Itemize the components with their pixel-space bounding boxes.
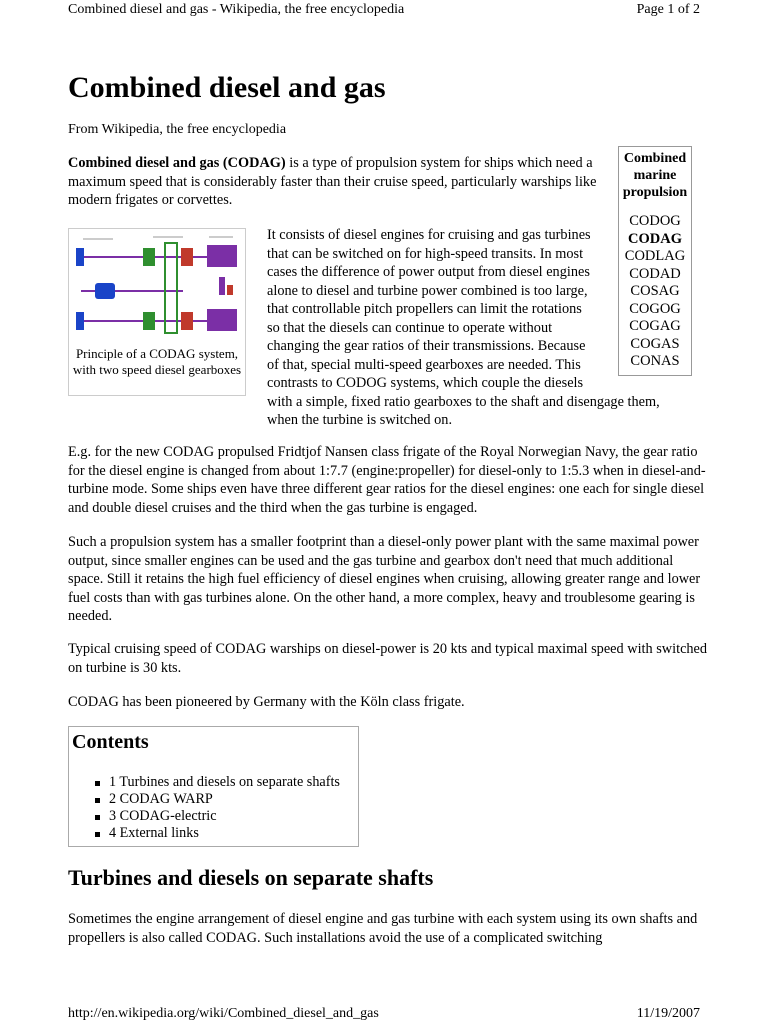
print-footer-url: http://en.wikipedia.org/wiki/Combined_diesel_and_gas (68, 1006, 379, 1021)
navbox-item-codad[interactable]: CODAD (629, 265, 681, 282)
source-note: From Wikipedia, the free encyclopedia (68, 122, 287, 137)
section-heading: Turbines and diesels on separate shafts (68, 865, 434, 890)
paragraph-2-line: that can be switched on for high-speed transits. In most (267, 245, 584, 262)
intro-bold-term: Combined diesel and gas (CODAG) (68, 155, 286, 171)
navbox-item-codag: CODAG (628, 230, 682, 247)
codag-diagram-image (73, 233, 241, 341)
paragraph-2-line: cases the difference of power output from diesel engines (267, 264, 590, 280)
paragraph-2-line: so that the diesels can continue to operate without (267, 319, 553, 336)
print-footer-date: 11/19/2007 (636, 1006, 700, 1021)
paragraph-2-line: changing the gear ratios of their transmissions. Because (267, 338, 586, 354)
paragraph-2-line: contrasts to CODOG systems, which couple the diesels (267, 375, 584, 391)
navbox-item-cosag[interactable]: COSAG (630, 283, 680, 299)
contents-item[interactable]: 2 CODAG WARP (95, 791, 340, 808)
print-header-title: Combined diesel and gas - Wikipedia, the free encyclopedia (68, 2, 405, 17)
intro-paragraph (68, 154, 614, 210)
navbox-item-codlag[interactable]: CODLAG (624, 248, 686, 264)
navbox-item-cogog[interactable]: COGOG (629, 300, 681, 317)
paragraph-3: E.g. for the new CODAG propulsed Fridtjof Nansen class frigate of the Royal Norwegian Navy, the gear ratio for the diesel engine is changed from about 1:7.7 (engine:propeller) for diesel-only to 1:5.3 when in diesel-and-turbine mode. Some ships even have three different gear ratios for the diesel engines: one each for single diesel and double diesel cruises and the third when the gas turbine is engaged. (68, 444, 706, 516)
navbox-item-cogas[interactable]: COGAS (630, 335, 680, 352)
figure-caption: Principle of a CODAG system, with two speed diesel gearboxes (72, 346, 242, 377)
paragraph-5: Typical cruising speed of CODAG warships on diesel-power is 20 kts and typical maximal speed with switched on turbine is 30 kts. (68, 641, 708, 676)
contents-item[interactable]: 1 Turbines and diesels on separate shafts (95, 774, 340, 791)
contents-item[interactable]: 4 External links (95, 825, 340, 842)
print-header-page: Page 1 of 2 (636, 2, 700, 17)
paragraph-2-line: of that, special multi-speed gearboxes are needed. This (267, 356, 581, 373)
page-title: Combined diesel and gas (68, 71, 386, 104)
contents-title: Contents (72, 731, 149, 753)
contents-item[interactable]: 3 CODAG-electric (95, 808, 340, 825)
contents-list (95, 774, 340, 842)
paragraph-2-line: alone to diesel and turbine power combined is too large, (267, 282, 588, 299)
navbox-item-codog[interactable]: CODOG (629, 213, 681, 229)
table-of-contents (68, 726, 359, 847)
intro-text: is a type of propulsion system for ships which need a maximum speed that is considerably faster than their cruise speed, particularly warships like modern frigates or corvettes. (68, 155, 597, 208)
paragraph-2-line: with a simple, fixed ratio gearboxes to the shaft and disengage them, (267, 393, 660, 410)
navbox-item-conas[interactable]: CONAS (630, 353, 680, 369)
paragraph-6: CODAG has been pioneered by Germany with the Köln class frigate. (68, 694, 465, 710)
navbox-item-cogag[interactable]: COGAG (629, 318, 681, 334)
paragraph-2-line: It consists of diesel engines for cruising and gas turbines (267, 227, 591, 243)
paragraph-4: Such a propulsion system has a smaller footprint than a diesel-only power plant with the same maximal power output, since smaller engines can be used and the gas turbine and gearbox don't need that much additional space. Still it retains the high fuel efficiency of diesel engines when cruising, allowing greater range and lower fuel costs than with gas turbines alone. On the other hand, a more complex, heavy and troublesome gearing is needed. (68, 534, 701, 624)
paragraph-2-line: when the turbine is switched on. (267, 412, 453, 428)
navbox-title: Combined marine propulsion (622, 151, 688, 200)
section-paragraph: Sometimes the engine arrangement of diesel engine and gas turbine with each system using its own shafts and propellers is also called CODAG. Such installations avoid the use of a complicated switching (68, 911, 698, 946)
figure-thumbnail[interactable] (68, 228, 246, 396)
paragraph-2-line: that controllable pitch propellers can limit the rotations (267, 301, 582, 317)
paragraph-2 (267, 226, 707, 430)
